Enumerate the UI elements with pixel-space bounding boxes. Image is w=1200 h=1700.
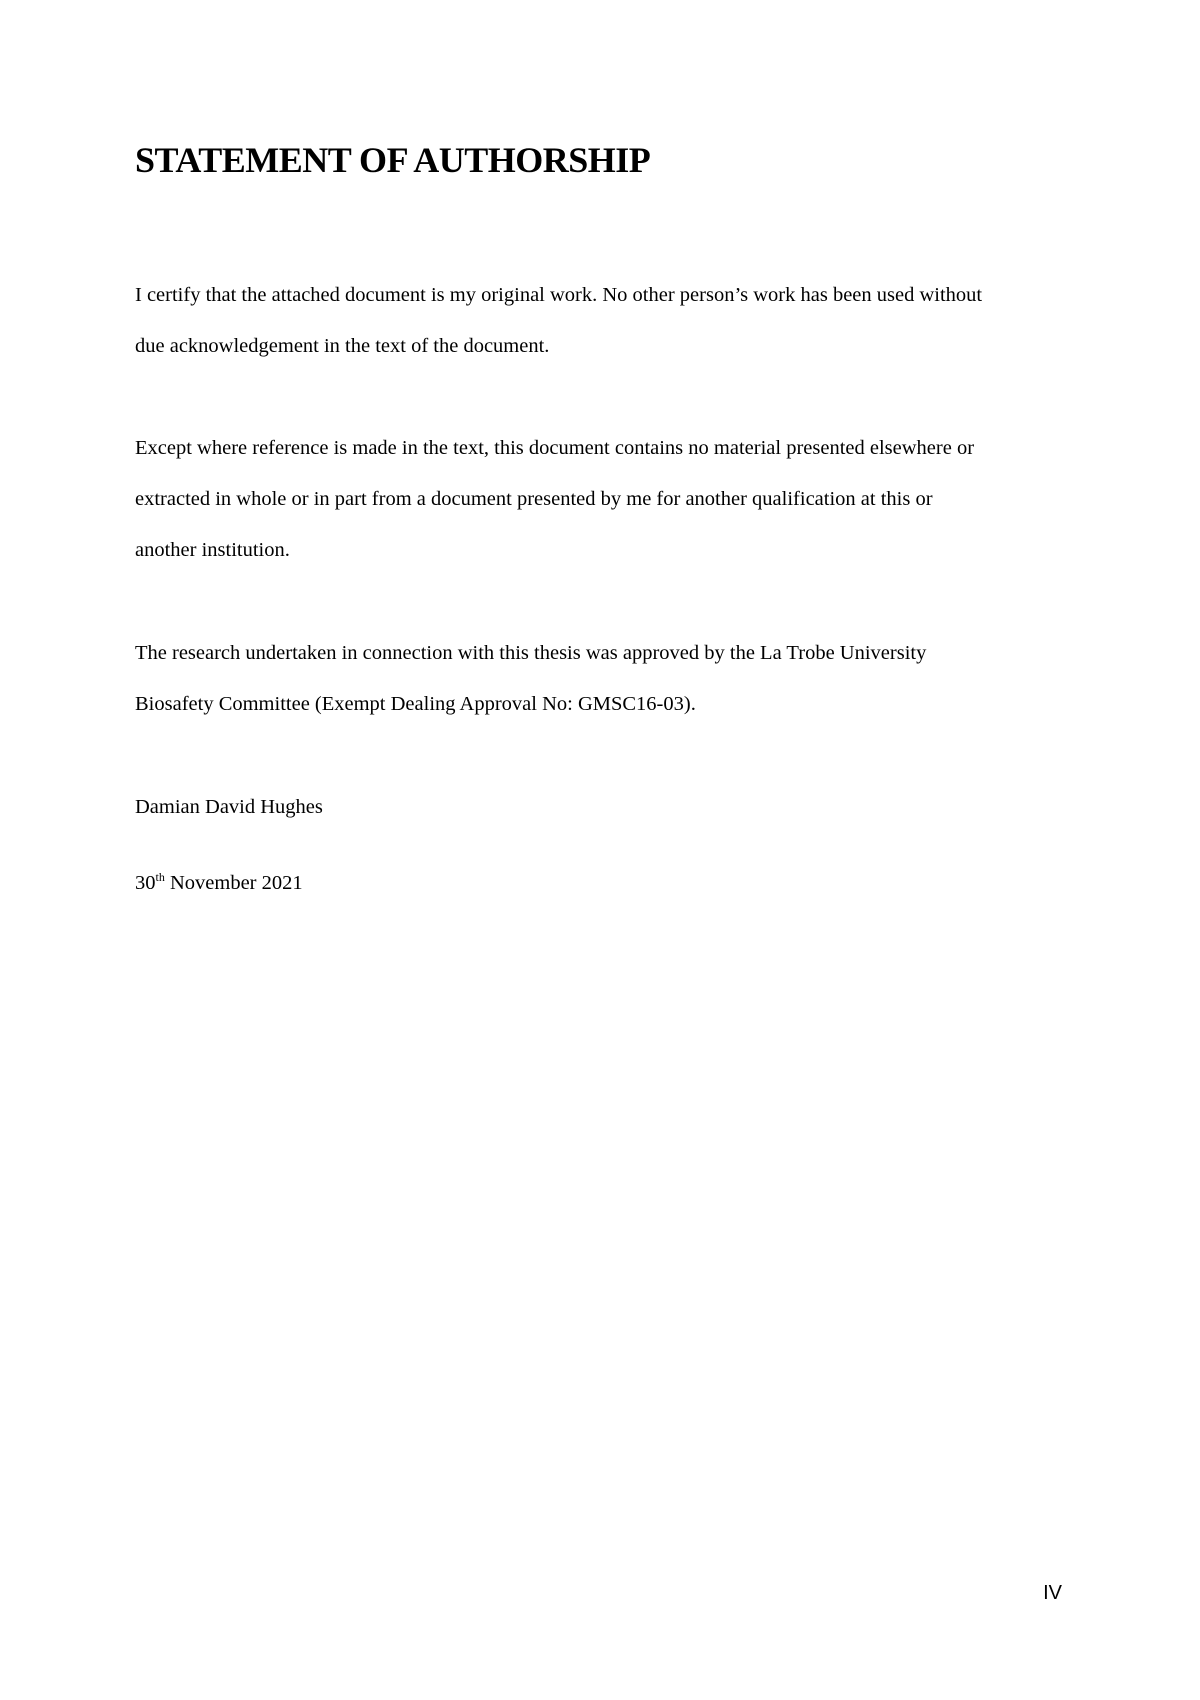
paragraph-line: another institution. [135, 539, 290, 561]
date-ordinal-suffix: th [155, 870, 165, 885]
paragraph-line: Biosafety Committee (Exempt Dealing Approval No: GMSC16-03). [135, 693, 696, 715]
paragraph-line: extracted in whole or in part from a document presented by me for another qualification at this or [135, 488, 933, 510]
date-month-year: November 2021 [164, 872, 303, 894]
paragraph-certification [135, 270, 1065, 372]
page-title: STATEMENT OF AUTHORSHIP [135, 140, 651, 180]
date-day: 30 [135, 872, 156, 894]
paragraph-line: The research undertaken in connection with this thesis was approved by the La Trobe University [135, 642, 927, 664]
author-name: Damian David Hughes [135, 796, 323, 818]
paragraph-line: I certify that the attached document is my original work. No other person’s work has been used without [135, 284, 983, 306]
paragraph-line: due acknowledgement in the text of the document. [135, 335, 550, 357]
paragraph-ethics-approval [135, 628, 1065, 730]
paragraph-line: Except where reference is made in the text, this document contains no material presented elsewhere or [135, 437, 975, 459]
paragraph-originality [135, 423, 1065, 576]
page-number: IV [1043, 1582, 1062, 1604]
signature-date [135, 870, 303, 896]
